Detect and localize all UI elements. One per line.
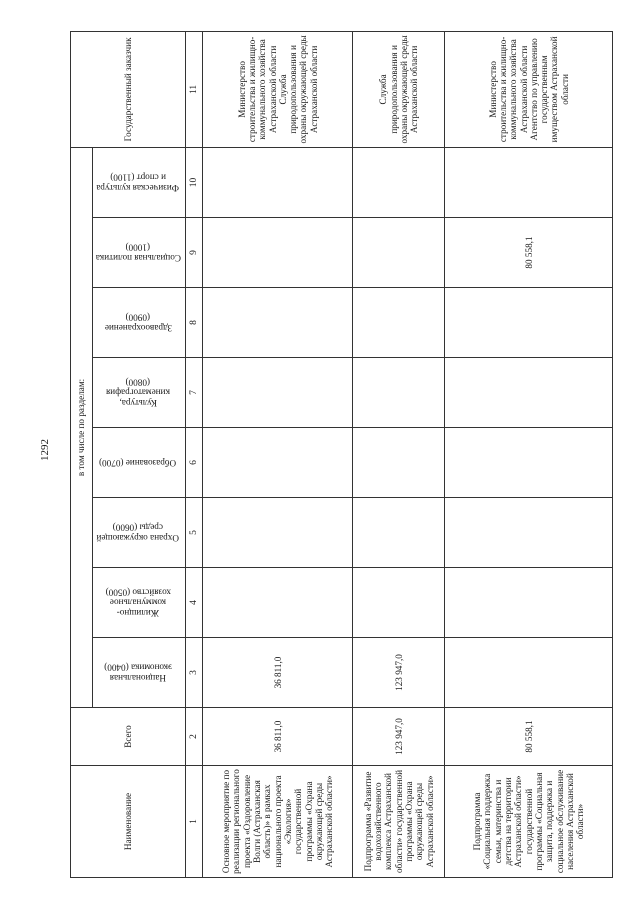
- row-total: 36 811,0: [203, 708, 353, 766]
- header-customer: Государственный заказчик: [71, 31, 186, 147]
- row-name: Подпрограмма «Развитие водохозяйственного комплекса Астраханской области» государственной программы «Охрана окружающей среды Астраханской области»: [353, 766, 445, 878]
- column-number: 6: [186, 428, 203, 498]
- row-value-0600: [353, 498, 445, 568]
- table-row: [203, 31, 353, 877]
- row-value-0900: [445, 288, 613, 358]
- column-number: 7: [186, 358, 203, 428]
- row-customer: Министерство строительства и жилищно-коммунального хозяйства Астраханской области Служба природопользования и охраны окружающей среды Астраханской области: [203, 31, 353, 147]
- row-value-0700: [445, 428, 613, 498]
- row-value-0800: [445, 358, 613, 428]
- column-number-row: [186, 31, 203, 877]
- row-value-1100: [445, 147, 613, 217]
- row-customer: Министерство строительства и жилищно-коммунального хозяйства Астраханской области Агентство по управлению государственным имуществом Астраханской области: [445, 31, 613, 147]
- column-number: 11: [186, 31, 203, 147]
- column-number: 2: [186, 708, 203, 766]
- header-section-0900: Здравоохранение (0900): [93, 288, 186, 358]
- header-section-0700: Образование (0700): [93, 428, 186, 498]
- column-number: 10: [186, 147, 203, 217]
- header-section-1100: Физическая культура и спорт (1100): [93, 147, 186, 217]
- row-total: 80 558,1: [445, 708, 613, 766]
- row-name: Подпрограмма «Социальная поддержка семьи, материнства и детства на территории Астраханской области» государственной программы «Социальная защита, поддержка и социальное обслуживание населения Астраханской области»: [445, 766, 613, 878]
- row-total: 123 947,0: [353, 708, 445, 766]
- row-customer: Служба природопользования и охраны окружающей среды Астраханской области: [353, 31, 445, 147]
- row-name: Основное мероприятие по реализации регионального проекта «Оздоровление Волги (Астраханская область)» в рамках национального проекта «Экология» государственной программы «Охрана окружающей среды Астраханской области»: [203, 766, 353, 878]
- row-value-1000: 80 558,1: [445, 218, 613, 288]
- header-section-0800: Культура, кинематография (0800): [93, 358, 186, 428]
- rotated-page: [70, 32, 611, 878]
- row-value-0500: [203, 568, 353, 638]
- row-value-0700: [203, 428, 353, 498]
- row-value-0900: [353, 288, 445, 358]
- row-value-0500: [353, 568, 445, 638]
- column-number: 4: [186, 568, 203, 638]
- header-section-0400: Национальная экономика (0400): [93, 638, 186, 708]
- row-value-1100: [203, 147, 353, 217]
- column-number: 8: [186, 288, 203, 358]
- row-value-0900: [203, 288, 353, 358]
- row-value-0600: [203, 498, 353, 568]
- header-sections-group: в том числе по разделам:: [71, 147, 93, 707]
- header-section-0500: Жилищно-коммунальное хозяйство (0500): [93, 568, 186, 638]
- row-value-0400: 123 947,0: [353, 638, 445, 708]
- row-value-0400: 36 811,0: [203, 638, 353, 708]
- page-number: 1292: [39, 439, 51, 461]
- column-number: 5: [186, 498, 203, 568]
- row-value-1000: [353, 218, 445, 288]
- header-total: Всего: [71, 708, 186, 766]
- column-number: 3: [186, 638, 203, 708]
- row-value-0800: [203, 358, 353, 428]
- row-value-0400: [445, 638, 613, 708]
- row-value-1000: [203, 218, 353, 288]
- row-value-0600: [445, 498, 613, 568]
- header-section-1000: Социальная политика (1000): [93, 218, 186, 288]
- header-section-0600: Охрана окружающей среды (0600): [93, 498, 186, 568]
- row-value-0700: [353, 428, 445, 498]
- header-name: Наименование: [71, 766, 186, 878]
- table-row: [353, 31, 445, 877]
- row-value-0800: [353, 358, 445, 428]
- column-number: 9: [186, 218, 203, 288]
- row-value-1100: [353, 147, 445, 217]
- row-value-0500: [445, 568, 613, 638]
- column-number: 1: [186, 766, 203, 878]
- table-row: [445, 31, 613, 877]
- budget-table: [70, 31, 613, 878]
